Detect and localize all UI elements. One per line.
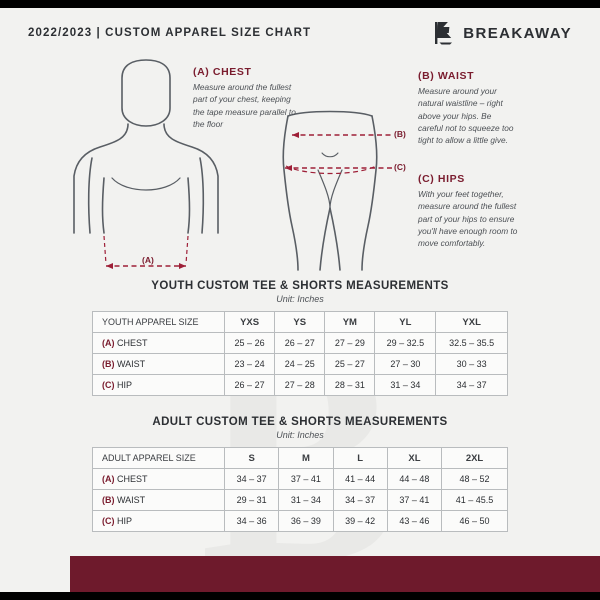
adult-row-label-2	[93, 511, 225, 532]
breakaway-logo-icon	[434, 21, 454, 45]
adult-cell-0-3: 44 – 48	[387, 469, 441, 490]
body-measurement-illustration	[0, 58, 600, 273]
adult-cell-1-1: 31 – 34	[279, 490, 333, 511]
youth-cell-0-4: 32.5 – 35.5	[436, 333, 508, 354]
adult-cell-2-1: 36 – 39	[279, 511, 333, 532]
youth-table-subtitle: Unit: Inches	[276, 294, 324, 304]
adult-cell-0-2: 41 – 44	[333, 469, 387, 490]
brand-lockup	[434, 21, 572, 45]
table-header-row	[93, 448, 508, 469]
youth-col-4: YXL	[436, 312, 508, 333]
marker-hips-label: (C)	[394, 162, 406, 172]
callout-waist-title: (B) WAIST	[418, 70, 475, 82]
adult-cell-0-4: 48 – 52	[442, 469, 508, 490]
youth-row-header: YOUTH APPAREL SIZE	[93, 312, 225, 333]
youth-cell-0-0: 25 – 26	[225, 333, 275, 354]
page-title: 2022/2023 | CUSTOM APPAREL SIZE CHART	[28, 27, 312, 39]
youth-row-code-0: (A)	[102, 338, 115, 348]
marker-chest-label: (A)	[139, 255, 157, 265]
youth-cell-1-3: 27 – 30	[375, 354, 436, 375]
youth-row-label-2	[93, 375, 225, 396]
adult-cell-2-0: 34 – 36	[225, 511, 279, 532]
adult-col-4: 2XL	[442, 448, 508, 469]
youth-size-section	[92, 280, 508, 396]
adult-table-subtitle: Unit: Inches	[276, 430, 324, 440]
youth-cell-1-4: 30 – 33	[436, 354, 508, 375]
table-row	[93, 469, 508, 490]
youth-cell-0-2: 27 – 29	[325, 333, 375, 354]
youth-cell-1-0: 23 – 24	[225, 354, 275, 375]
youth-col-0: YXS	[225, 312, 275, 333]
marker-waist-label: (B)	[394, 129, 406, 139]
table-row	[93, 490, 508, 511]
adult-row-name-1: WAIST	[117, 495, 146, 505]
adult-cell-1-2: 34 – 37	[333, 490, 387, 511]
youth-table-title: YOUTH CUSTOM TEE & SHORTS MEASUREMENTS	[151, 280, 449, 292]
youth-cell-2-2: 28 – 31	[325, 375, 375, 396]
callout-waist-body: Measure around your natural waistline – right above your hips. Be careful not to squeeze too tight to allow a little give.	[418, 86, 514, 146]
callout-hips	[418, 173, 518, 249]
table-row	[93, 333, 508, 354]
youth-row-name-0: CHEST	[117, 338, 148, 348]
adult-cell-0-1: 37 – 41	[279, 469, 333, 490]
youth-cell-0-3: 29 – 32.5	[375, 333, 436, 354]
adult-cell-1-0: 29 – 31	[225, 490, 279, 511]
adult-col-2: L	[333, 448, 387, 469]
youth-row-code-1: (B)	[102, 359, 115, 369]
adult-row-header: ADULT APPAREL SIZE	[93, 448, 225, 469]
adult-row-label-1	[93, 490, 225, 511]
youth-row-name-2: HIP	[117, 380, 133, 390]
table-row	[93, 375, 508, 396]
adult-row-name-2: HIP	[117, 516, 133, 526]
adult-cell-2-4: 46 – 50	[442, 511, 508, 532]
table-row	[93, 511, 508, 532]
adult-col-0: S	[225, 448, 279, 469]
adult-size-table	[92, 447, 508, 532]
callout-waist	[418, 70, 518, 146]
youth-cell-1-1: 24 – 25	[275, 354, 325, 375]
youth-size-table	[92, 311, 508, 396]
adult-cell-1-4: 41 – 45.5	[442, 490, 508, 511]
youth-cell-0-1: 26 – 27	[275, 333, 325, 354]
callout-hips-body: With your feet together, measure around the fullest part of your hips to ensure you'll have enough room to move comfortably.	[418, 189, 518, 249]
youth-row-label-1	[93, 354, 225, 375]
adult-cell-2-3: 43 – 46	[387, 511, 441, 532]
callout-hips-title: (C) HIPS	[418, 173, 465, 185]
page-header	[0, 8, 600, 58]
table-row	[93, 354, 508, 375]
adult-cell-2-2: 39 – 42	[333, 511, 387, 532]
youth-col-1: YS	[275, 312, 325, 333]
youth-row-label-0	[93, 333, 225, 354]
youth-cell-2-3: 31 – 34	[375, 375, 436, 396]
adult-row-name-0: CHEST	[117, 474, 148, 484]
adult-table-title: ADULT CUSTOM TEE & SHORTS MEASUREMENTS	[152, 416, 448, 428]
size-chart-page	[0, 8, 600, 592]
youth-cell-2-1: 27 – 28	[275, 375, 325, 396]
youth-col-2: YM	[325, 312, 375, 333]
youth-cell-2-4: 34 – 37	[436, 375, 508, 396]
adult-row-code-1: (B)	[102, 495, 115, 505]
callout-chest-body: Measure around the fullest part of your chest, keeping the tape measure parallel to the floor	[193, 82, 296, 129]
waist-measure-line	[292, 132, 392, 138]
adult-row-code-2: (C)	[102, 516, 115, 526]
adult-cell-0-0: 34 – 37	[225, 469, 279, 490]
footer-bar	[70, 556, 600, 592]
brand-name: BREAKAWAY	[463, 24, 572, 42]
adult-row-code-0: (A)	[102, 474, 115, 484]
youth-row-name-1: WAIST	[117, 359, 146, 369]
adult-row-label-0	[93, 469, 225, 490]
youth-col-3: YL	[375, 312, 436, 333]
adult-col-3: XL	[387, 448, 441, 469]
youth-row-code-2: (C)	[102, 380, 115, 390]
callout-chest-title: (A) CHEST	[193, 66, 252, 78]
youth-cell-1-2: 25 – 27	[325, 354, 375, 375]
table-header-row	[93, 312, 508, 333]
youth-cell-2-0: 26 – 27	[225, 375, 275, 396]
callout-chest	[193, 66, 298, 130]
adult-col-1: M	[279, 448, 333, 469]
adult-size-section	[92, 416, 508, 532]
adult-cell-1-3: 37 – 41	[387, 490, 441, 511]
